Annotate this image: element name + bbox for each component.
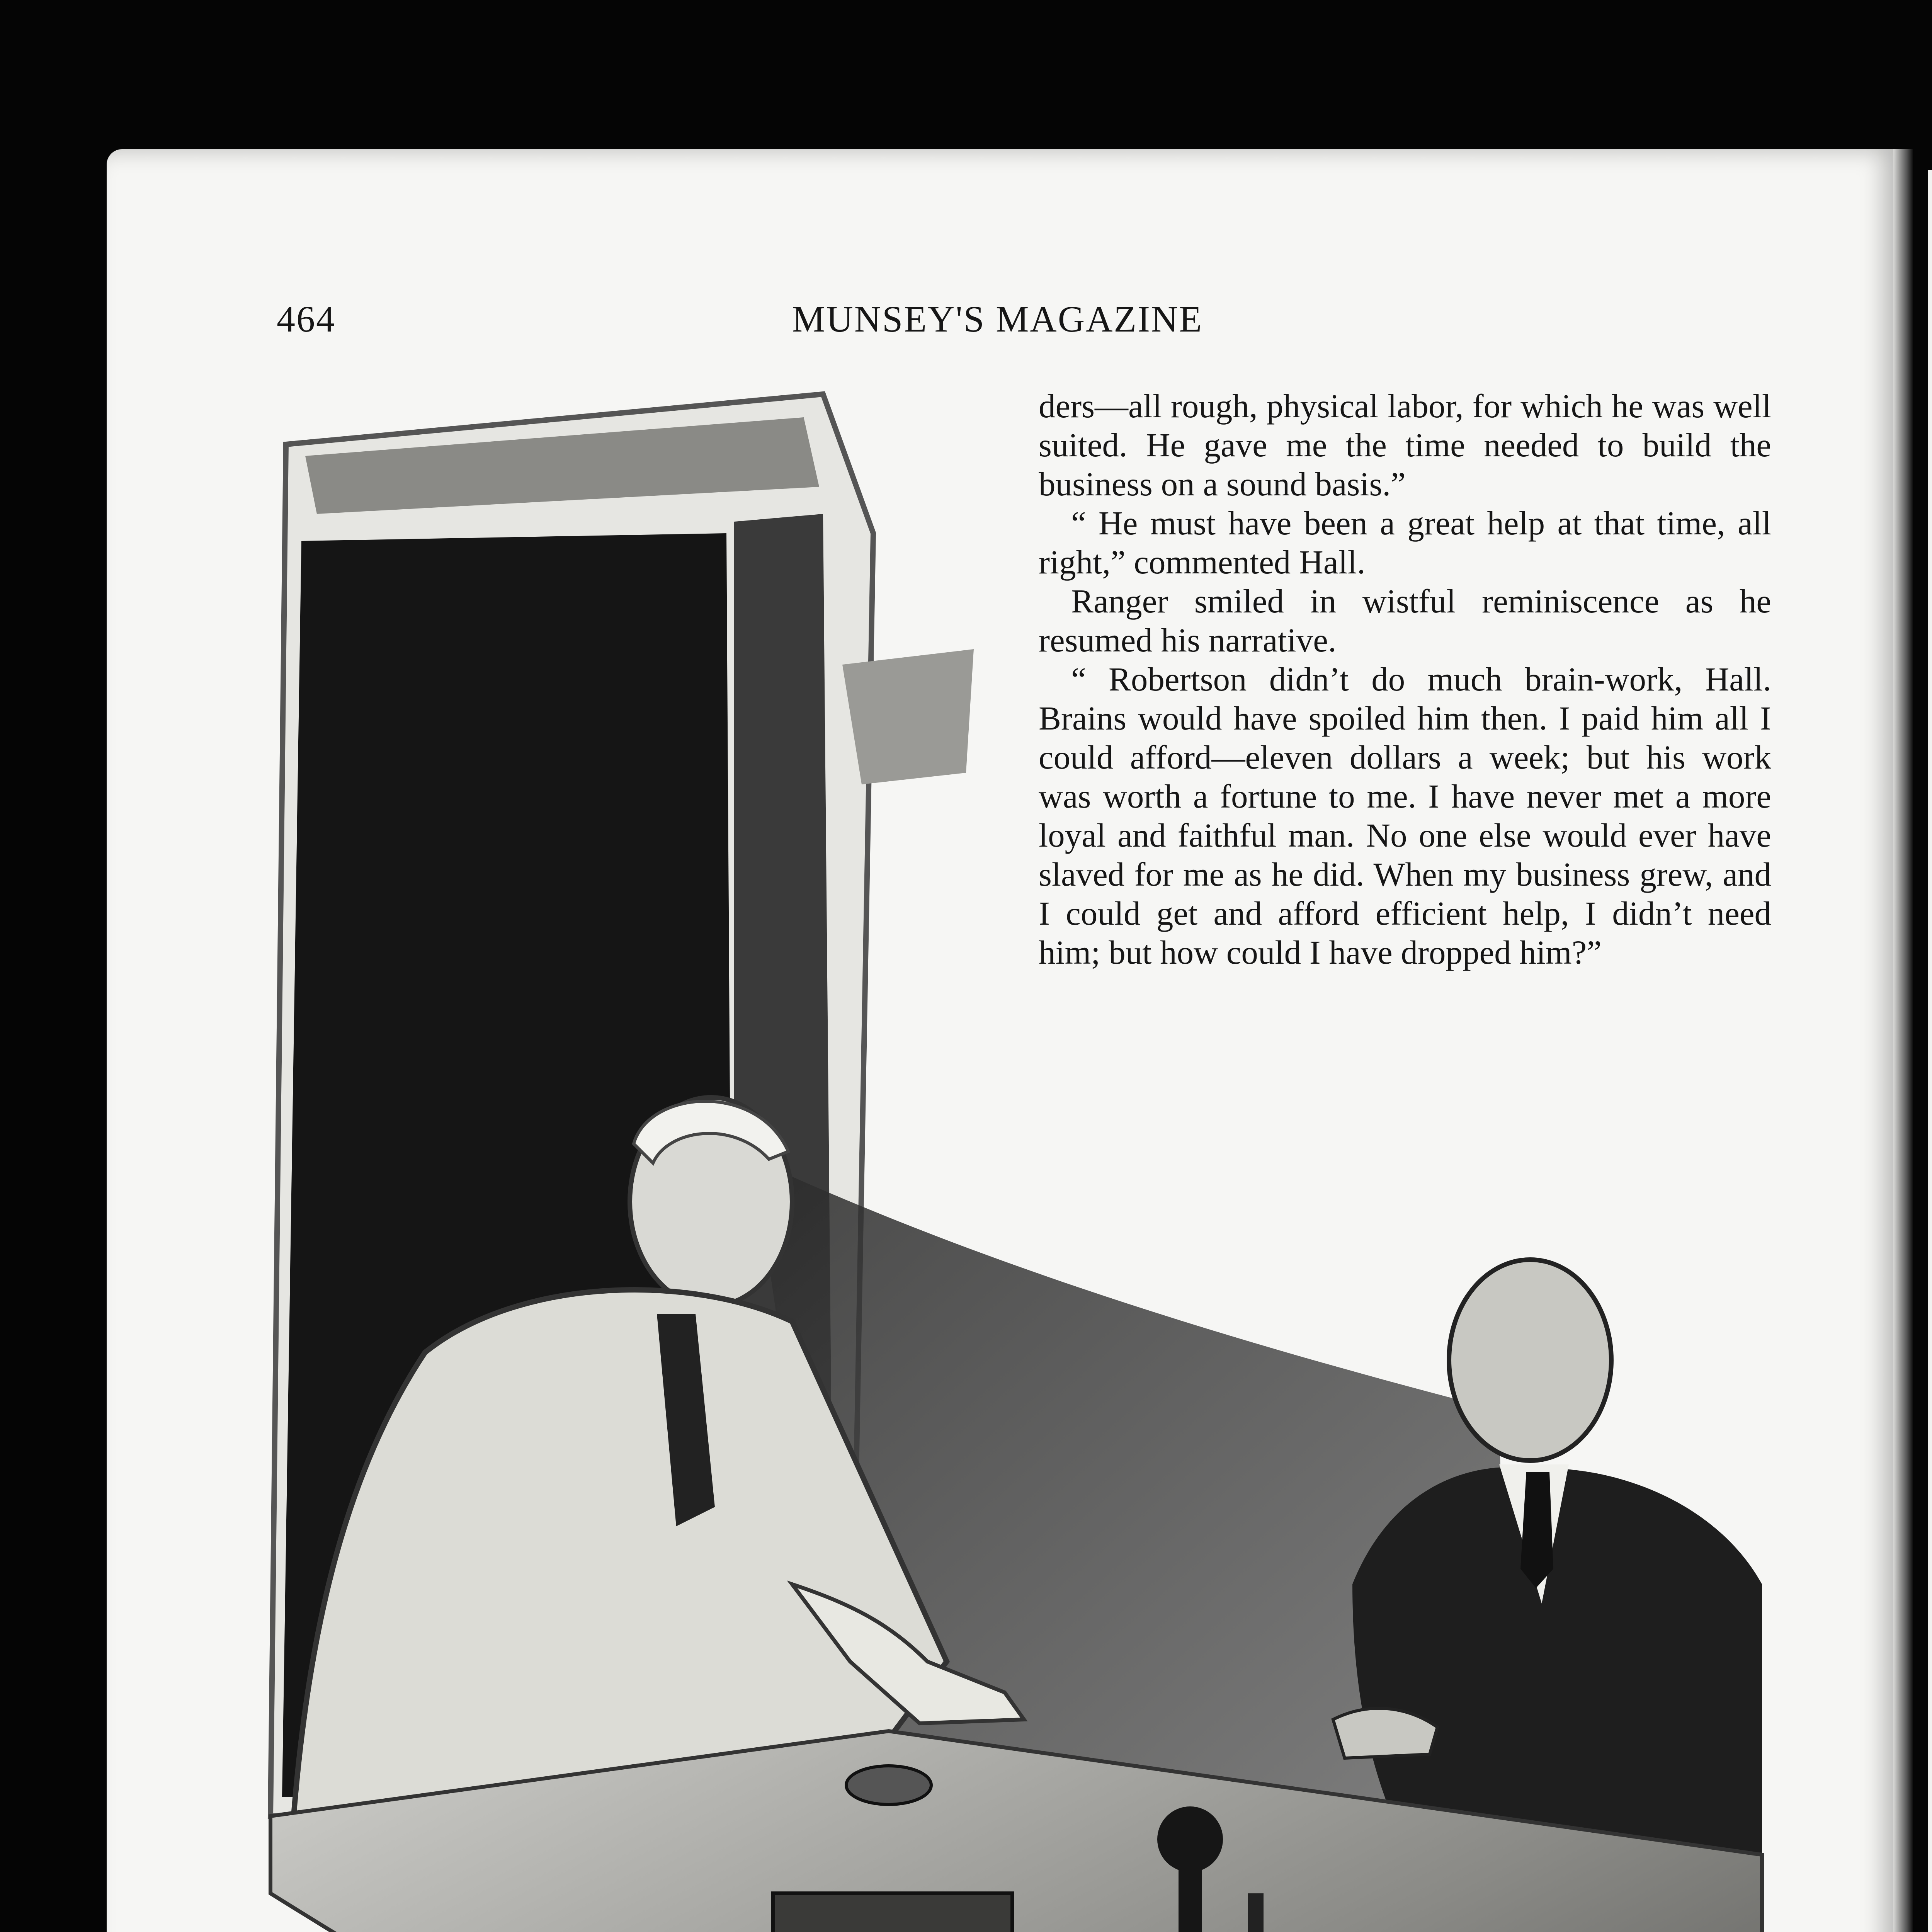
book-spine [1893, 149, 1913, 1932]
next-page-edge [1928, 170, 1932, 1932]
right-column-top [1039, 386, 1771, 972]
paragraph: “ Robertson didn’t do much brain-work, Hall. Brains would have spoiled him then. I paid him all I could afford—eleven dollars a week; but his work was worth a fortune to me. I have never met a more loyal and faithful man. No one else would ever have slaved for me as he did. When my business grew, and I could get and afford efficient help, I didn’t need him; but how could I have dropped him?” [1039, 660, 1771, 971]
paragraph: “ He must have been a great help at that time, all right,” commented Hall. [1039, 504, 1771, 581]
inkstand [773, 1893, 1012, 1932]
paragraph: ders—all rough, physical labor, for which he was well suited. He gave me the time needed to build the business on a sound basis.” [1039, 387, 1771, 503]
magazine-title: MUNSEY'S MAGAZINE [792, 298, 1203, 340]
paragraph: Ranger smiled in wistful reminiscence as he resumed his narrative. [1039, 582, 1771, 659]
desk-ashtray [846, 1766, 931, 1804]
page-number: 464 [277, 298, 336, 340]
